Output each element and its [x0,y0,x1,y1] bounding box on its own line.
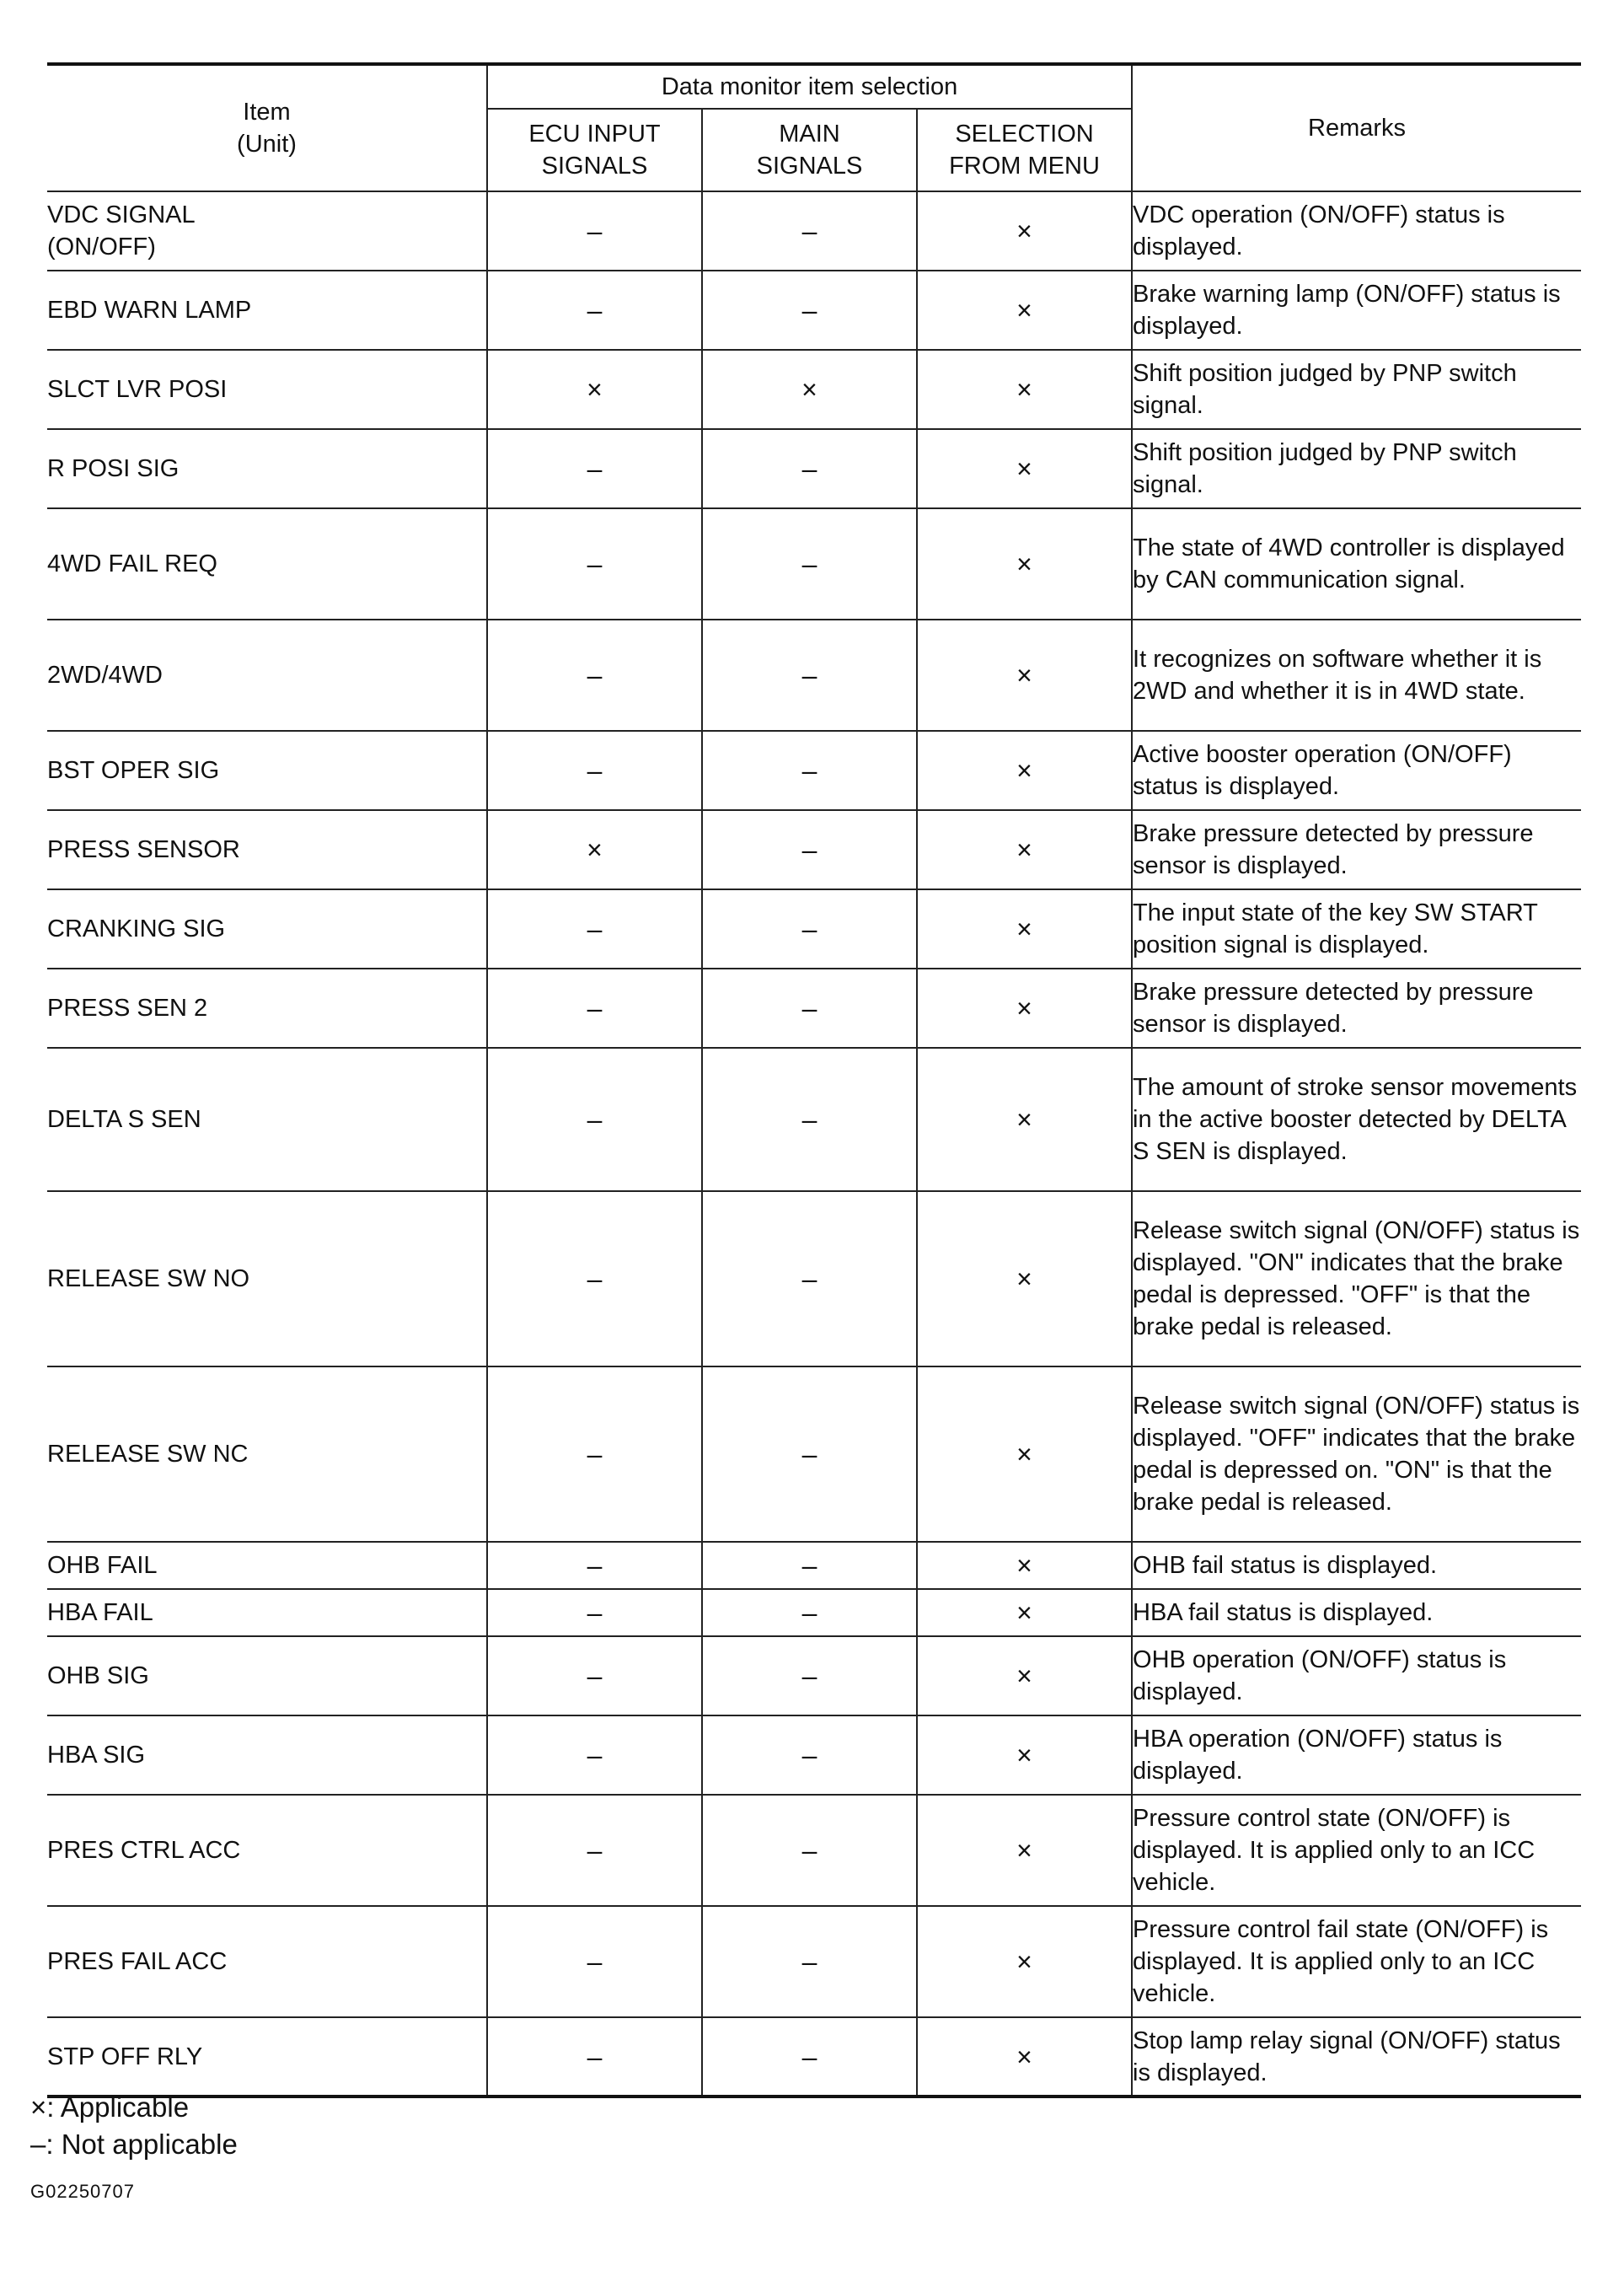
header-main-signals: MAIN SIGNALS [702,109,917,191]
remarks-cell: Stop lamp relay signal (ON/OFF) status is displayed. [1132,2017,1581,2097]
selection-menu-cell: × [917,429,1132,508]
remarks-cell: The input state of the key SW START position signal is displayed. [1132,889,1581,969]
table-row [47,191,1581,271]
figure-code: G02250707 [30,2181,135,2202]
ecu-input-cell: – [487,508,702,620]
main-signals-cell: – [702,508,917,620]
table-row [47,620,1581,731]
item-name-cell: SLCT LVR POSI [47,350,487,429]
ecu-input-cell: – [487,889,702,969]
remarks-cell: HBA operation (ON/OFF) status is displayed. [1132,1715,1581,1795]
item-name-cell: HBA SIG [47,1715,487,1795]
selection-menu-cell: × [917,271,1132,350]
ecu-input-cell: – [487,1589,702,1636]
remarks-cell: Brake pressure detected by pressure sensor is displayed. [1132,969,1581,1048]
main-signals-cell: – [702,1366,917,1542]
remarks-cell: The state of 4WD controller is displayed by CAN communication signal. [1132,508,1581,620]
item-name-cell: PRESS SEN 2 [47,969,487,1048]
main-signals-cell: – [702,1795,917,1906]
ecu-input-cell: – [487,1191,702,1366]
remarks-cell: Shift position judged by PNP switch signal. [1132,350,1581,429]
ecu-input-cell: – [487,969,702,1048]
ecu-input-cell: – [487,1636,702,1715]
ecu-input-cell: – [487,429,702,508]
header-group: Data monitor item selection [487,64,1132,109]
header-row [47,64,1581,109]
item-name-cell: EBD WARN LAMP [47,271,487,350]
selection-menu-cell: × [917,969,1132,1048]
table-row [47,1795,1581,1906]
remarks-cell: The amount of stroke sensor movements in the active booster detected by DELTA S SEN is displayed. [1132,1048,1581,1191]
selection-menu-cell: × [917,1636,1132,1715]
selection-menu-cell: × [917,1589,1132,1636]
main-signals-cell: – [702,191,917,271]
table-row [47,969,1581,1048]
table-row [47,508,1581,620]
table-row [47,810,1581,889]
item-name-cell: CRANKING SIG [47,889,487,969]
selection-menu-cell: × [917,1191,1132,1366]
selection-menu-cell: × [917,620,1132,731]
main-signals-cell: – [702,429,917,508]
item-name-cell: 2WD/4WD [47,620,487,731]
item-name-cell: BST OPER SIG [47,731,487,810]
selection-menu-cell: × [917,350,1132,429]
main-signals-cell: – [702,969,917,1048]
selection-menu-cell: × [917,889,1132,969]
item-name-cell: PRES FAIL ACC [47,1906,487,2017]
item-name-cell: RELEASE SW NC [47,1366,487,1542]
table-row [47,889,1581,969]
selection-menu-cell: × [917,1542,1132,1589]
remarks-cell: HBA fail status is displayed. [1132,1589,1581,1636]
table-row [47,1048,1581,1191]
header-selection-from-menu: SELECTION FROM MENU [917,109,1132,191]
selection-menu-cell: × [917,810,1132,889]
ecu-input-cell: – [487,1366,702,1542]
table-body [47,191,1581,2097]
selection-menu-cell: × [917,1795,1132,1906]
ecu-input-cell: – [487,620,702,731]
remarks-cell: Pressure control state (ON/OFF) is displayed. It is applied only to an ICC vehicle. [1132,1795,1581,1906]
legend-applicable: ×: Applicable [30,2091,190,2123]
selection-menu-cell: × [917,191,1132,271]
table-row [47,429,1581,508]
main-signals-cell: – [702,1191,917,1366]
remarks-cell: Pressure control fail state (ON/OFF) is displayed. It is applied only to an ICC vehicle. [1132,1906,1581,2017]
remarks-cell: OHB operation (ON/OFF) status is displayed. [1132,1636,1581,1715]
table-row [47,350,1581,429]
header-unit-label: (Unit) [237,131,297,158]
main-signals-cell: – [702,731,917,810]
table-row [47,1191,1581,1366]
table-row [47,731,1581,810]
ecu-input-cell: – [487,731,702,810]
remarks-cell: VDC operation (ON/OFF) status is displayed. [1132,191,1581,271]
main-signals-cell: – [702,271,917,350]
item-name-cell: STP OFF RLY [47,2017,487,2097]
ecu-input-cell: × [487,350,702,429]
main-signals-cell: – [702,1636,917,1715]
ecu-input-cell: – [487,2017,702,2097]
item-name-cell: DELTA S SEN [47,1048,487,1191]
remarks-cell: Release switch signal (ON/OFF) status is displayed. "ON" indicates that the brake pedal is depressed. "OFF" is that the brake pedal is released. [1132,1191,1581,1366]
main-signals-cell: – [702,620,917,731]
item-name-cell: R POSI SIG [47,429,487,508]
header-ecu-input-signals: ECU INPUT SIGNALS [487,109,702,191]
header-remarks: Remarks [1132,64,1581,191]
item-name-cell: 4WD FAIL REQ [47,508,487,620]
selection-menu-cell: × [917,2017,1132,2097]
ecu-input-cell: – [487,1795,702,1906]
selection-menu-cell: × [917,731,1132,810]
remarks-cell: Shift position judged by PNP switch signal. [1132,429,1581,508]
main-signals-cell: – [702,2017,917,2097]
item-name-cell: PRES CTRL ACC [47,1795,487,1906]
selection-menu-cell: × [917,1048,1132,1191]
data-monitor-table [47,62,1581,2098]
ecu-input-cell: – [487,191,702,271]
table-row [47,1636,1581,1715]
main-signals-cell: – [702,1542,917,1589]
ecu-input-cell: – [487,1542,702,1589]
ecu-input-cell: – [487,271,702,350]
main-signals-cell: – [702,810,917,889]
selection-menu-cell: × [917,508,1132,620]
main-signals-cell: – [702,1715,917,1795]
remarks-cell: Brake warning lamp (ON/OFF) status is displayed. [1132,271,1581,350]
remarks-cell: It recognizes on software whether it is 2WD and whether it is in 4WD state. [1132,620,1581,731]
selection-menu-cell: × [917,1906,1132,2017]
selection-menu-cell: × [917,1715,1132,1795]
ecu-input-cell: × [487,810,702,889]
main-signals-cell: – [702,1589,917,1636]
table-row [47,1589,1581,1636]
ecu-input-cell: – [487,1715,702,1795]
table-row [47,1542,1581,1589]
main-signals-cell: × [702,350,917,429]
main-signals-cell: – [702,1906,917,2017]
item-name-cell: RELEASE SW NO [47,1191,487,1366]
remarks-cell: Brake pressure detected by pressure sensor is displayed. [1132,810,1581,889]
item-name-cell: OHB SIG [47,1636,487,1715]
remarks-cell: Active booster operation (ON/OFF) status is displayed. [1132,731,1581,810]
remarks-cell: OHB fail status is displayed. [1132,1542,1581,1589]
legend-not-applicable: –: Not applicable [30,2129,238,2160]
main-signals-cell: – [702,889,917,969]
header-item [47,64,487,191]
main-signals-cell: – [702,1048,917,1191]
table-row [47,1715,1581,1795]
table-row [47,1906,1581,2017]
ecu-input-cell: – [487,1048,702,1191]
remarks-cell: Release switch signal (ON/OFF) status is displayed. "OFF" indicates that the brake pedal is depressed on. "ON" is that the brake pedal is released. [1132,1366,1581,1542]
table-row [47,271,1581,350]
item-name-cell: PRESS SENSOR [47,810,487,889]
table-row [47,1366,1581,1542]
item-name-cell: OHB FAIL [47,1542,487,1589]
selection-menu-cell: × [917,1366,1132,1542]
table-row [47,2017,1581,2097]
item-name-cell: VDC SIGNAL (ON/OFF) [47,191,487,271]
ecu-input-cell: – [487,1906,702,2017]
header-item-label: Item [243,99,291,126]
item-name-cell: HBA FAIL [47,1589,487,1636]
